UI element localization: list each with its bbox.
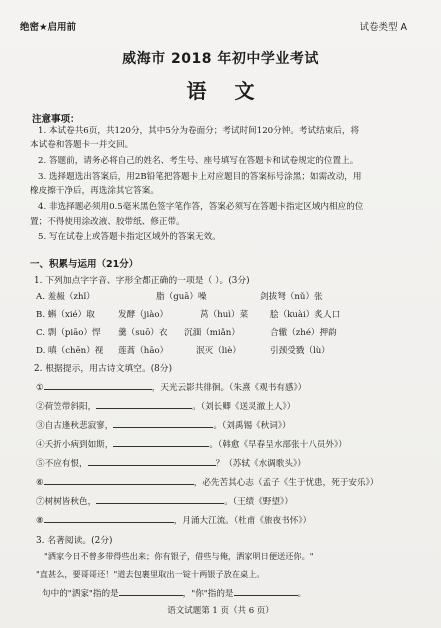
- item-text: 。（刘长卿《送灵澈上人》）: [192, 402, 296, 412]
- item-text: 。（王绩《野望》）: [224, 497, 293, 507]
- answer-blank[interactable]: [44, 389, 152, 390]
- notice-line: 橡皮擦干净后，再选涂其它答案。: [30, 186, 159, 196]
- option-c: [36, 326, 337, 338]
- fill-item: [36, 457, 306, 469]
- item-text: ，月涌大江流。（杜甫《旅夜书怀》）: [173, 516, 312, 526]
- item-number: ⑧: [36, 516, 44, 526]
- question-2-stem: 2. 根据提示，用古诗文填空。(8分): [34, 364, 173, 374]
- option-word: 莲蒿（hāo）: [118, 346, 169, 356]
- item-number: ③: [36, 421, 45, 431]
- item-text: ？（苏轼《水调歌头》）: [215, 459, 306, 469]
- fill-item: [36, 495, 293, 507]
- question-3-ask: [42, 587, 306, 599]
- answer-blank[interactable]: [96, 503, 224, 504]
- option-word: 泯灭（liè）: [196, 346, 241, 356]
- option-word: 合辙（zhé）押韵: [270, 328, 337, 338]
- option-word: 羹（suō）衣: [118, 328, 168, 338]
- answer-blank[interactable]: [96, 408, 192, 409]
- quote-line: "洒家今日不曾多带得些出来；你有银子，借些与俺，洒家明日便送还你。": [44, 551, 314, 561]
- answer-blank[interactable]: [88, 465, 216, 466]
- option-word: 引颈受戮（lù）: [270, 346, 330, 356]
- question-1-stem: 1. 下列加点字字音、字形全都正确的一项是（ ）。(3分): [34, 276, 250, 286]
- notice-line: 本试卷和答题卡一并交回。: [30, 140, 134, 150]
- quote-line: "直甚么，要哥哥还！"道去包裹里取出一锭十两银子放在桌上。: [36, 569, 265, 579]
- option-word: 剑拔弩（nǔ）张: [260, 292, 323, 302]
- fill-item: [36, 438, 347, 450]
- item-text: 夭折小病到如斯，: [44, 440, 114, 450]
- item-text: 荷笠带斜阳，: [44, 402, 97, 412]
- item-text: 树树皆秋色，: [44, 497, 97, 507]
- item-text: 不应有恨，: [44, 459, 88, 469]
- notice-line: 置；不得使用涂改液、胶带纸、修正带。: [30, 217, 185, 227]
- answer-blank[interactable]: [234, 595, 298, 596]
- notice-line: 1. 本试卷共6页，共120分，其中5分为卷面分；考试时间120分钟。考试结束后，将: [38, 126, 360, 136]
- ask-text: ，"你"指的是: [182, 589, 234, 599]
- option-d: [36, 344, 330, 356]
- item-number: ⑥: [36, 478, 44, 488]
- notice-heading: 注意事项：: [32, 114, 80, 125]
- item-number: ①: [36, 383, 44, 393]
- item-number: ④: [36, 440, 45, 450]
- fill-item: [36, 476, 378, 488]
- section-heading: 一、积累与运用（21分）: [30, 259, 139, 270]
- answer-blank[interactable]: [44, 522, 174, 523]
- option-word: 莴（huì）菜: [200, 310, 249, 320]
- item-number: ⑦: [36, 497, 45, 507]
- fill-item: [36, 514, 311, 526]
- item-text: 。（刘禹锡《秋词》）: [213, 421, 291, 431]
- item-text: ，必先苦其心志（孟子《生于忧患，死于安乐》）: [193, 478, 379, 488]
- paper-type-label: 试卷类型 A: [359, 22, 407, 33]
- option-word: D. 嗔（chēn）视: [36, 346, 104, 356]
- option-a: [36, 290, 323, 302]
- exam-title: 威海市 2018 年初中学业考试: [122, 51, 319, 67]
- item-text: 自古逢秋悲寂寥，: [44, 421, 114, 431]
- item-text: ，天光云影共徘徊。（朱熹《观书有感》）: [151, 383, 307, 393]
- option-word: A. 羞赧（zhǐ）: [36, 292, 95, 302]
- option-b: [36, 308, 340, 320]
- option-word: 发酵（jiào）: [118, 310, 169, 320]
- option-word: B. 蝌（xié）取: [36, 310, 95, 320]
- option-word: 脍（kuài）炙人口: [270, 310, 341, 320]
- item-number: ②: [36, 402, 45, 412]
- answer-blank[interactable]: [113, 427, 213, 428]
- answer-blank[interactable]: [119, 595, 183, 596]
- option-word: 沉湎（miǎn）: [184, 328, 240, 338]
- notice-line: 4. 非选择题必须用0.5毫米黑色签字笔作答，答案必须写在答题卡指定区域内相应的位: [38, 202, 364, 212]
- ask-text: 句中的"洒家"指的是: [42, 589, 119, 599]
- ask-text: 。: [297, 589, 307, 599]
- option-word: C. 剽（piāo）悍: [36, 328, 101, 338]
- notice-line: 2. 答题前，请务必将自己的姓名、考生号、座号填写在答题卡和试卷规定的位置上。: [38, 156, 359, 166]
- item-text: 。（韩愈《早春呈水部张十八员外》）: [209, 440, 347, 450]
- page-footer: 语文试题第 1 页（共 6 页）: [167, 606, 274, 616]
- notice-line: 3. 选择题选出答案后，用2B铅笔把答题卡上对应题目的答案标号涂黑；如需改动，用: [38, 172, 362, 182]
- fill-item: [36, 419, 291, 431]
- subject-title: 语文: [186, 79, 283, 103]
- fill-item: [36, 381, 306, 393]
- item-number: ⑤: [36, 459, 45, 469]
- answer-blank[interactable]: [44, 484, 194, 485]
- answer-blank[interactable]: [113, 446, 209, 447]
- option-word: 脂（guā）噪: [156, 292, 207, 302]
- question-3-stem: 3. 名著阅读。(2分): [36, 536, 113, 546]
- notice-line: 5. 写在试卷上或答题卡指定区域外的答案无效。: [38, 232, 221, 242]
- confidential-mark: 绝密★启用前: [20, 22, 77, 33]
- fill-item: [36, 400, 295, 412]
